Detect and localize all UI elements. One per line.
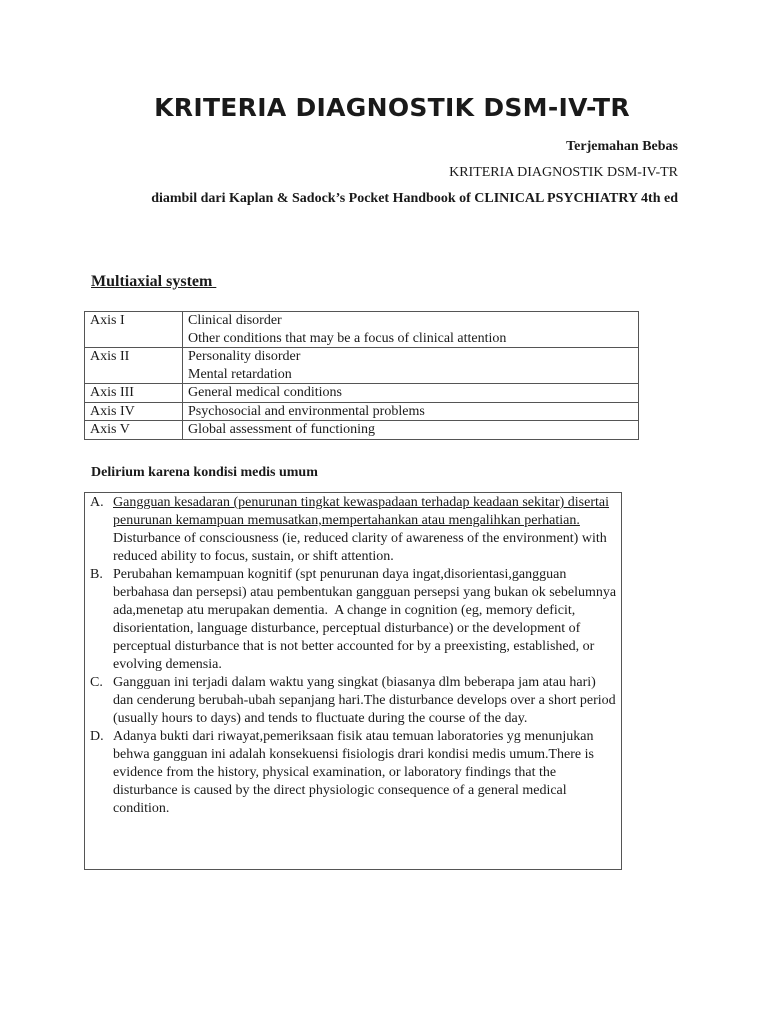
subtitle-criteria: KRITERIA DIAGNOSTIK DSM-IV-TR xyxy=(449,165,678,180)
document-title: KRITERIA DIAGNOSTIK DSM-IV-TR xyxy=(154,93,630,122)
criterion-d xyxy=(90,728,621,818)
delirium-criteria-box xyxy=(84,492,622,870)
criterion-text-id: Gangguan kesadaran (penurunan tingkat kewaspadaan terhadap keadaan sekitar) disertai penurunan kemampuan memusatkan,mempertahankan atau mengalihkan perhatian. xyxy=(113,495,610,528)
subtitle-translation: Terjemahan Bebas xyxy=(566,139,678,154)
axis-line: Global assessment of functioning xyxy=(188,422,376,437)
criterion-a xyxy=(90,494,621,566)
delirium-heading: Delirium karena kondisi medis umum xyxy=(91,465,318,480)
axis-label: Axis IV xyxy=(85,402,183,421)
multiaxial-table xyxy=(84,311,639,440)
criterion-text-id: Gangguan ini terjadi dalam waktu yang singkat (biasanya dlm beberapa jam atau hari) xyxy=(113,675,596,690)
axis-line: Psychosocial and environmental problems xyxy=(188,403,425,419)
table-row xyxy=(85,384,639,403)
axis-line: Personality disorder xyxy=(188,349,301,364)
criterion-c xyxy=(90,674,621,728)
criterion-text-id: Adanya bukti dari riwayat,pemeriksaan fisik atau temuan laboratories yg menunjukan behwa gangguan ini adalah konsekuensi fisiologis drari kondisi medis umum. xyxy=(113,729,594,762)
axis-description xyxy=(183,348,639,384)
axis-line: General medical conditions xyxy=(188,385,342,400)
table-row xyxy=(85,348,639,384)
criterion-text-en: A change in cognition (eg, memory deficit, disorientation, language disturbance, perceptual disturbance) or the development of perceptual disturbance that is not better accounted for by a preexisting, established, or evolving demensia. xyxy=(113,603,595,672)
criterion-text xyxy=(113,566,621,674)
table-row xyxy=(85,402,639,421)
axis-label: Axis I xyxy=(85,312,183,348)
criterion-letter: D. xyxy=(90,729,104,744)
axis-description xyxy=(183,402,639,421)
criterion-text xyxy=(113,728,621,818)
multiaxial-heading: Multiaxial system xyxy=(91,273,217,290)
criterion-letter: A. xyxy=(90,495,104,510)
axis-label: Axis III xyxy=(85,384,183,403)
criterion-text-en: dan cenderung berubah-ubah sepanjang hari.The disturbance develops over a short period (usually hours to days) and tends to fluctuate during the course of the day. xyxy=(113,693,616,726)
criterion-text-en: Disturbance of consciousness (ie, reduced clarity of awareness of the environment) with reduced ability to focus, sustain, or shift attention. xyxy=(113,531,607,564)
criterion-letter: B. xyxy=(90,567,103,582)
table-row xyxy=(85,421,639,440)
criterion-text-en: There is evidence from the history, physical examination, or laboratory findings that the disturbance is caused by the direct physiologic consequence of a general medical condition. xyxy=(113,747,594,816)
subtitle-source: diambil dari Kaplan & Sadock’s Pocket Handbook of CLINICAL PSYCHIATRY 4th ed xyxy=(151,191,678,206)
criterion-b xyxy=(90,566,621,674)
axis-line: Other conditions that may be a focus of clinical attention xyxy=(188,330,507,346)
criterion-letter: C. xyxy=(90,675,103,690)
axis-line: Mental retardation xyxy=(188,366,292,382)
table-row xyxy=(85,312,639,348)
axis-description xyxy=(183,384,639,403)
axis-line: Clinical disorder xyxy=(188,313,282,328)
criterion-text-id: Perubahan kemampuan kognitif (spt penurunan daya ingat,disorientasi,gangguan berbahasa dan persepsi) atau pembentukan gangguan persepsi yang bukan ok sebelumnya ada,menetap atu merupakan dementia. xyxy=(113,567,617,618)
axis-description xyxy=(183,312,639,348)
axis-label: Axis II xyxy=(85,348,183,384)
axis-description xyxy=(183,421,639,440)
axis-label: Axis V xyxy=(85,421,183,440)
